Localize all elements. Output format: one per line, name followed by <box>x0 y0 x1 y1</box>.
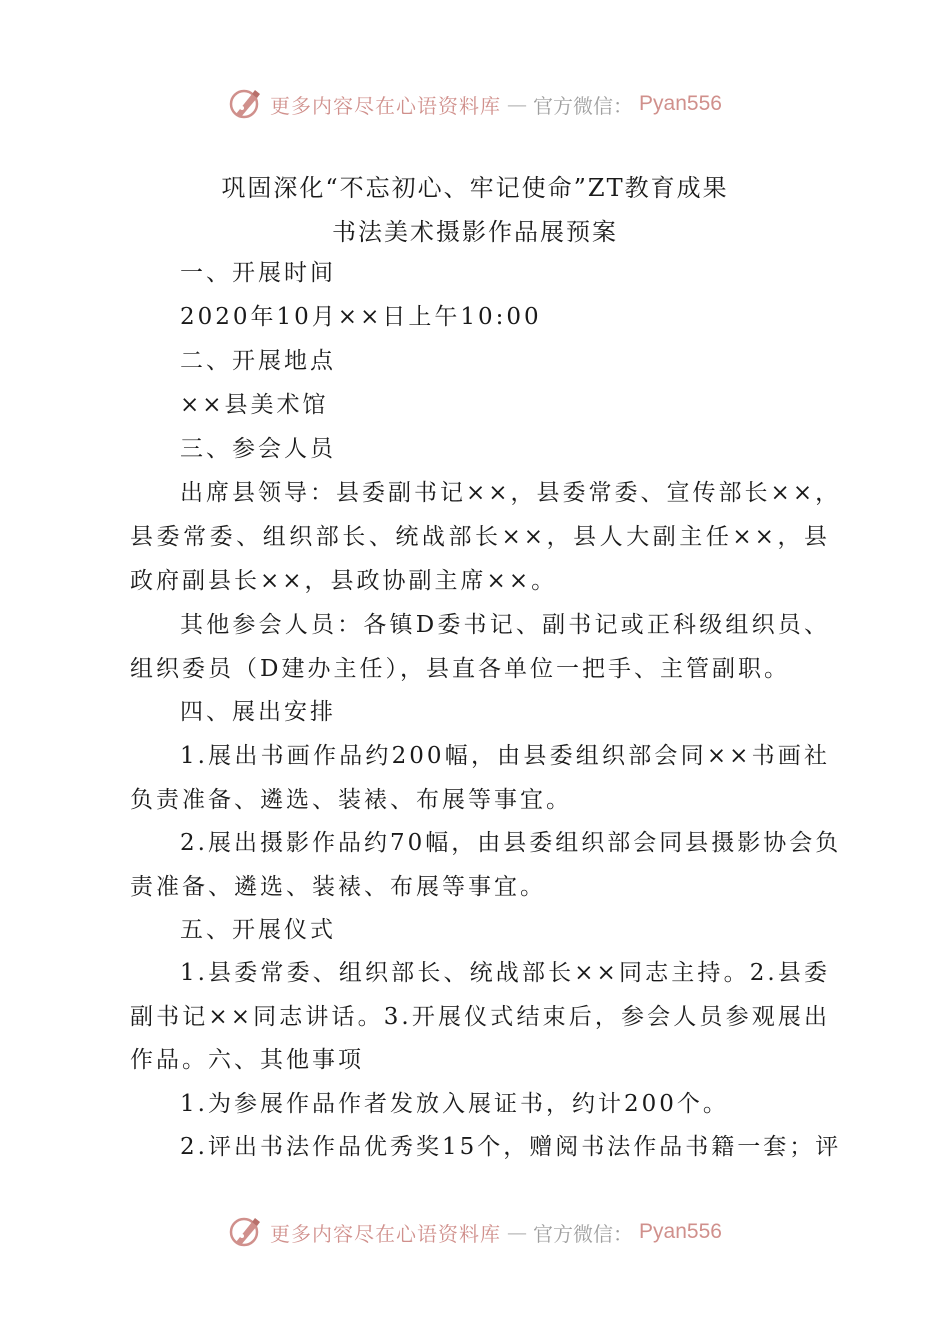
arrangement-item-2-line-2: 责准备、遴选、装裱、布展等事宜。 <box>130 874 546 900</box>
arrangement-item-1-line-1: 1.展出书画作品约200幅，由县委组织部会同××书画社 <box>180 743 830 769</box>
banner-text: 更多内容尽在心语资料库 <box>270 1221 502 1246</box>
banner-wechat-label: 官方微信： <box>533 1221 634 1246</box>
banner-separator: — <box>507 92 528 116</box>
section-heading-location: 二、开展地点 <box>180 348 336 374</box>
banner-wechat-id: Pyan556 <box>639 1220 722 1243</box>
pen-logo-icon <box>228 1214 264 1250</box>
pen-logo-icon <box>228 86 264 122</box>
section-heading-time: 一、开展时间 <box>180 260 336 286</box>
arrangement-item-2-line-1: 2.展出摄影作品约70幅，由县委组织部会同县摄影协会负 <box>180 830 842 856</box>
attendees-paragraph-2-line-1: 其他参会人员：各镇D委书记、副书记或正科级组织员、 <box>180 612 830 638</box>
attendees-paragraph-1-line-3: 政府副县长××，县政协副主席××。 <box>130 568 558 594</box>
footer-banner <box>0 1212 950 1252</box>
banner-separator: — <box>507 1220 528 1244</box>
other-item-1: 1.为参展作品作者发放入展证书，约计200个。 <box>180 1091 729 1117</box>
section-content-location: ××县美术馆 <box>180 392 329 418</box>
ceremony-paragraph-line-2: 副书记××同志讲话。3.开展仪式结束后，参会人员参观展出 <box>130 1004 830 1030</box>
ceremony-paragraph-line-1: 1.县委常委、组织部长、统战部长××同志主持。2.县委 <box>180 960 830 986</box>
arrangement-item-1-line-2: 负责准备、遴选、装裱、布展等事宜。 <box>130 787 572 813</box>
section-heading-ceremony: 五、开展仪式 <box>180 917 336 943</box>
section-heading-attendees: 三、参会人员 <box>180 436 336 462</box>
banner-wechat-id: Pyan556 <box>639 92 722 115</box>
other-item-2: 2.评出书法作品优秀奖15个，赠阅书法作品书籍一套；评 <box>180 1134 842 1160</box>
document-title-line-2: 书法美术摄影作品展预案 <box>332 218 618 246</box>
attendees-paragraph-1-line-2: 县委常委、组织部长、统战部长××，县人大副主任××，县 <box>130 524 830 550</box>
ceremony-paragraph-line-3: 作品。六、其他事项 <box>130 1047 364 1073</box>
document-title-line-1: 巩固深化“不忘初心、牢记使命”ZT教育成果 <box>221 174 729 202</box>
banner-text: 更多内容尽在心语资料库 <box>270 93 502 118</box>
banner-wechat-label: 官方微信： <box>533 93 634 118</box>
attendees-paragraph-1-line-1: 出席县领导：县委副书记××，县委常委、宣传部长××， <box>180 480 842 506</box>
header-banner <box>0 84 950 124</box>
attendees-paragraph-2-line-2: 组织委员（D建办主任），县直各单位一把手、主管副职。 <box>130 656 790 682</box>
section-content-time: 2020年10月××日上午10:00 <box>180 304 542 330</box>
section-heading-arrangement: 四、展出安排 <box>180 699 336 725</box>
